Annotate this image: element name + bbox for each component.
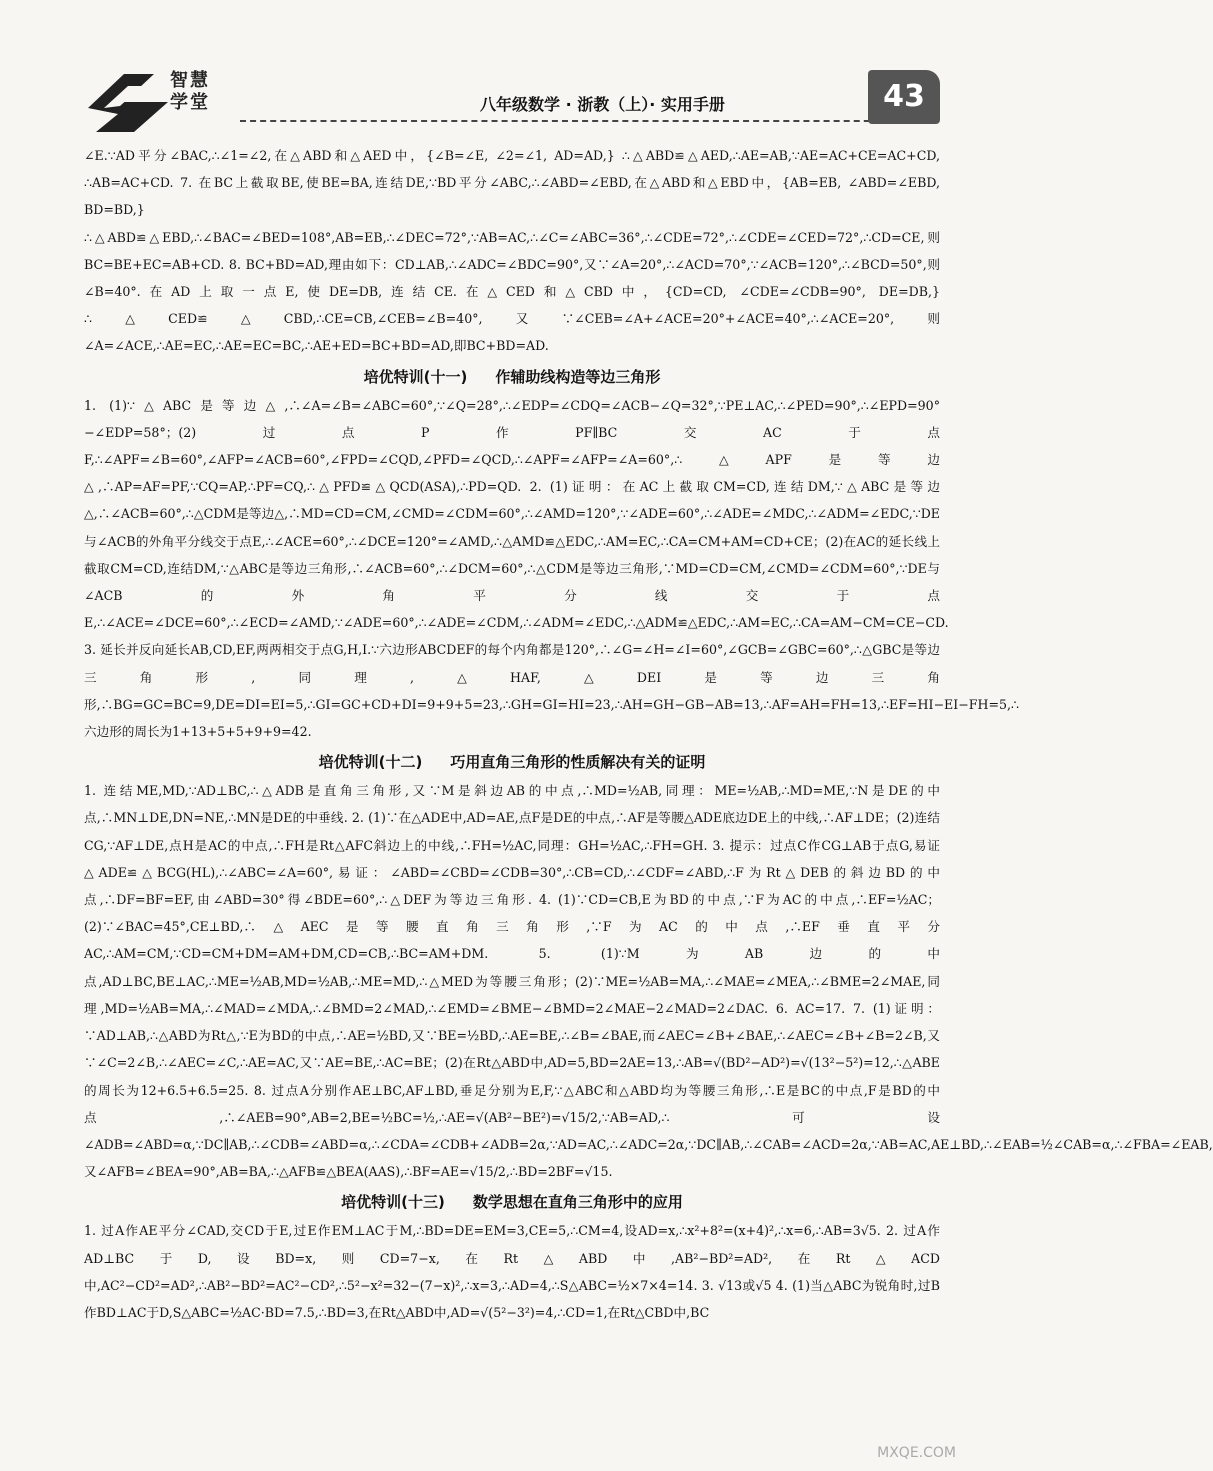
answer-paragraph: 1. 连结ME,MD,∵AD⊥BC,∴△ADB是直角三角形,又∵M是斜边AB的中点,∴MD=½AB,同理：ME=½AB,∴MD=ME,∵N是DE的中点,∴MN⊥DE,DN=NE,∴MN是DE的中垂线. 2. (1)∵在△ADE中,AD=AE,点F是DE的中点,∴AF是等腰△ADE底边DE上的中线,∴AF⊥DE；(2)连结CG,∵AF⊥DE,点H是AC的中点,∴FH是Rt△AFC斜边上的中线,∴FH=½AC,同理：GH=½AC,∴FH=GH. 3. 提示：过点C作CG⊥AB于点G,易证△ADE≌△BCG(HL),∴∠ABC=∠A=60°,易证：∠ABD=∠CBD=∠CDB=30°,∴CB=CD,∴∠CDF=∠ABD,∴F为Rt△DEB的斜边BD的中点,∴DF=BF=EF,由∠ABD=30°得∠BDE=60°,∴△DEF为等边三角形. 4. (1)∵CD=CB,E为BD的中点,∵F为AC的中点,∴EF=½AC；(2)∵∠BAC=45°,CE⊥BD,∴△AEC是等腰直角三角形,∵F为AC的中点,∴EF垂直平分AC,∴AM=CM,∵CD=CM+DM=AM+DM,CD=CB,∴BC=AM+DM. 5. (1)∵M为AB边的中点,AD⊥BC,BE⊥AC,∴ME=½AB,MD=½AB,∴ME=MD,∴△MED为等腰三角形；(2)∵ME=½AB=MA,∴∠MAE=∠MEA,∴∠BME=2∠MAE,同理,MD=½AB=MA,∴∠MAD=∠MDA,∴∠BMD=2∠MAD,∴∠EMD=∠BME−∠BMD=2∠MAE−2∠MAD=2∠DAC. 6. AC=17. 7. (1)证明：∵AD⊥AB,∴△ABD为Rt△,∵E为BD的中点,∴AE=½BD,又∵BE=½BD,∴AE=BE,∴∠B=∠BAE,而∠AEC=∠B+∠BAE,∴∠AEC=∠B+∠B=2∠B,又∵∠C=2∠B,∴∠AEC=∠C,∴AE=AC,又∵AE=BE,∴AC=BE；(2)在Rt△ABD中,AD=5,BD=2AE=13,∴AB=√(BD²−AD²)=√(13²−5²)=12,∴△ABE的周长为12+6.5+6.5=25. 8. 过点A分别作AE⊥BC,AF⊥BD,垂足分别为E,F,∵△ABC和△ABD均为等腰三角形,∴E是BC的中点,F是BD的中点,∴∠AEB=90°,AB=2,BE=½BC=½,∴AE=√(AB²−BE²)=√15/2,∵AB=AD,∴可设∠ADB=∠ABD=α,∵DC∥AB,∴∠CDB=∠ABD=α,∴∠CDA=∠CDB+∠ADB=2α,∵AD=AC,∴∠ADC=2α,∵DC∥AB,∴∠CAB=∠ACD=2α,∵AB=AC,AE⊥BD,∴∠EAB=½∠CAB=α,∴∠FBA=∠EAB,又∠AFB=∠BEA=90°,AB=BA,∴△AFB≌△BEA(AAS),∴BF=AE=√15/2,∴BD=2BF=√15. [84, 783, 1213, 1180]
section-label: 培优特训(十三) [341, 1193, 445, 1212]
watermark: MXQE.COM [877, 1445, 956, 1461]
page-header [0, 0, 1000, 140]
section-label: 培优特训(十一) [363, 367, 468, 386]
answer-content [84, 142, 1213, 1326]
logo-text [170, 70, 210, 114]
section-title: 数学思想在直角三角形中的应用 [472, 1193, 683, 1212]
section-title: 巧用直角三角形的性质解决有关的证明 [450, 753, 706, 772]
section-heading-11 [84, 362, 940, 392]
answer-paragraph: 1. (1)∵△ABC是等边△,∴∠A=∠B=∠ABC=60°,∵∠Q=28°,∴∠EDP=∠CDQ=∠ACB−∠Q=32°,∵PE⊥AC,∴∠PED=90°,∴∠EPD=90°−∠EDP=58°；(2)过点P作PF∥BC交AC于点F,∴∠APF=∠B=60°,∠AFP=∠ACB=60°,∠FPD=∠CQD,∠PFD=∠QCD,∴∠APF=∠AFP=∠A=60°,∴△APF是等边△,∴AP=AF=PF,∵CQ=AP,∴PF=CQ,∴△PFD≌△QCD(ASA),∴PD=QD. 2. (1)证明：在AC上截取CM=CD,连结DM,∵△ABC是等边△,∴∠ACB=60°,∴△CDM是等边△,∴MD=CD=CM,∠CMD=∠CDM=60°,∴∠AMD=120°,∵∠ADE=60°,∴∠ADE=∠MDC,∴∠ADM=∠EDC,∵DE与∠ACB的外角平分线交于点E,∴∠ACE=60°,∴∠DCE=120°=∠AMD,∴△AMD≌△EDC,∴AM=EC,∴CA=CM+AM=CD+CE；(2)在AC的延长线上截取CM=CD,连结DM,∵△ABC是等边三角形,∴∠ACB=60°,∴∠DCM=60°,∴△CDM是等边三角形,∵MD=CD=CM,∠CMD=∠CDM=60°,∵DE与∠ACB的外角平分线交于点E,∴∠ACE=∠DCE=60°,∴∠ECD=∠AMD,∵∠ADE=60°,∴∠ADE=∠CDM,∴∠ADM=∠EDC,∴△ADM≌△EDC,∴AM=EC,∴CA=AM−CM=CE−CD. 3. 延长并反向延长AB,CD,EF,两两相交于点G,H,I.∵六边形ABCDEF的每个内角都是120°,∴∠G=∠H=∠I=60°,∠GCB=∠GBC=60°,∴△GBC是等边三角形,同理,△HAF,△DEI是等边三角形,∴BG=GC=BC=9,DE=DI=EI=5,∴GI=GC+CD+DI=9+9+5=23,∴GH=GI=HI=23,∴AH=GH−GB−AB=13,∴AF=AH=FH=13,∴EF=HI−EI−FH=5,∴六边形的周长为1+13+5+5+9+9=42. [84, 397, 1020, 740]
page-number: 43 [868, 70, 940, 124]
answer-paragraph: 1. 过A作AE平分∠CAD,交CD于E,过E作EM⊥AC于M,∴BD=DE=EM=3,CE=5,∴CM=4,设AD=x,∴x²+8²=(x+4)²,∴x=6,∴AB=3√5. 2. 过A作AD⊥BC于D,设BD=x,则CD=7−x,在Rt△ABD中,AB²−BD²=AD²,在Rt△ACD中,AC²−CD²=AD²,∴AB²−BD²=AC²−CD²,∴5²−x²=32−(7−x)²,∴x=3,∴AD=4,∴S△ABC=½×7×4=14. 3. √13或√5 4. (1)当△ABC为锐角时,过B作BD⊥AC于D,S△ABC=½AC·BD=7.5,∴BD=3,在Rt△ABD中,AD=√(5²−3²)=4,∴CD=1,在Rt△CBD中,BC [84, 1223, 940, 1320]
section-label: 培优特训(十二) [318, 753, 423, 772]
book-title: 八年级数学 · 浙教（上）· 实用手册 [480, 95, 725, 114]
answer-paragraph: ∠E.∵AD平分∠BAC,∴∠1=∠2,在△ABD和△AED中，{∠B=∠E, ∠2=∠1, AD=AD,} ∴△ABD≌△AED,∴AE=AB,∵AE=AC+CE=AC+CD, ∴AB=AC+CD. 7. 在BC上截取BE,使BE=BA,连结DE,∵BD平分∠ABC,∴∠ABD=∠EBD,在△ABD和△EBD中，{AB=EB, ∠ABD=∠EBD, BD=BD,} ∴△ABD≌△EBD,∴∠BAC=∠BED=108°,AB=EB,∴∠DEC=72°,∵AB=AC,∴∠C=∠ABC=36°,∴∠CDE=72°,∴∠CDE=∠CED=72°,∴CD=CE,则BC=BE+EC=AB+CD. 8. BC+BD=AD,理由如下：CD⊥AB,∴∠ADC=∠BDC=90°,又∵∠A=20°,∴∠ACD=70°,∵∠ACB=120°,∴∠BCD=50°,则∠B=40°.在AD上取一点E,使DE=DB,连结CE.在△CED和△CBD中，{CD=CD, ∠CDE=∠CDB=90°, DE=DB,} ∴△CED≌△CBD,∴CE=CB,∠CEB=∠B=40°,又∵∠CEB=∠A+∠ACE=20°+∠ACE=40°,∴∠ACE=20°,则∠A=∠ACE,∴AE=EC,∴AE=EC=BC,∴AE+ED=BC+BD=AD,即BC+BD=AD. [84, 148, 940, 354]
logo-text-top: 智慧 [170, 70, 210, 91]
section-heading-12 [84, 747, 940, 777]
section-title: 作辅助线构造等边三角形 [495, 367, 661, 386]
logo-text-bottom: 学堂 [170, 92, 210, 113]
section-heading-13 [84, 1187, 940, 1217]
header-divider [240, 120, 900, 128]
brand-logo-icon [84, 68, 234, 136]
